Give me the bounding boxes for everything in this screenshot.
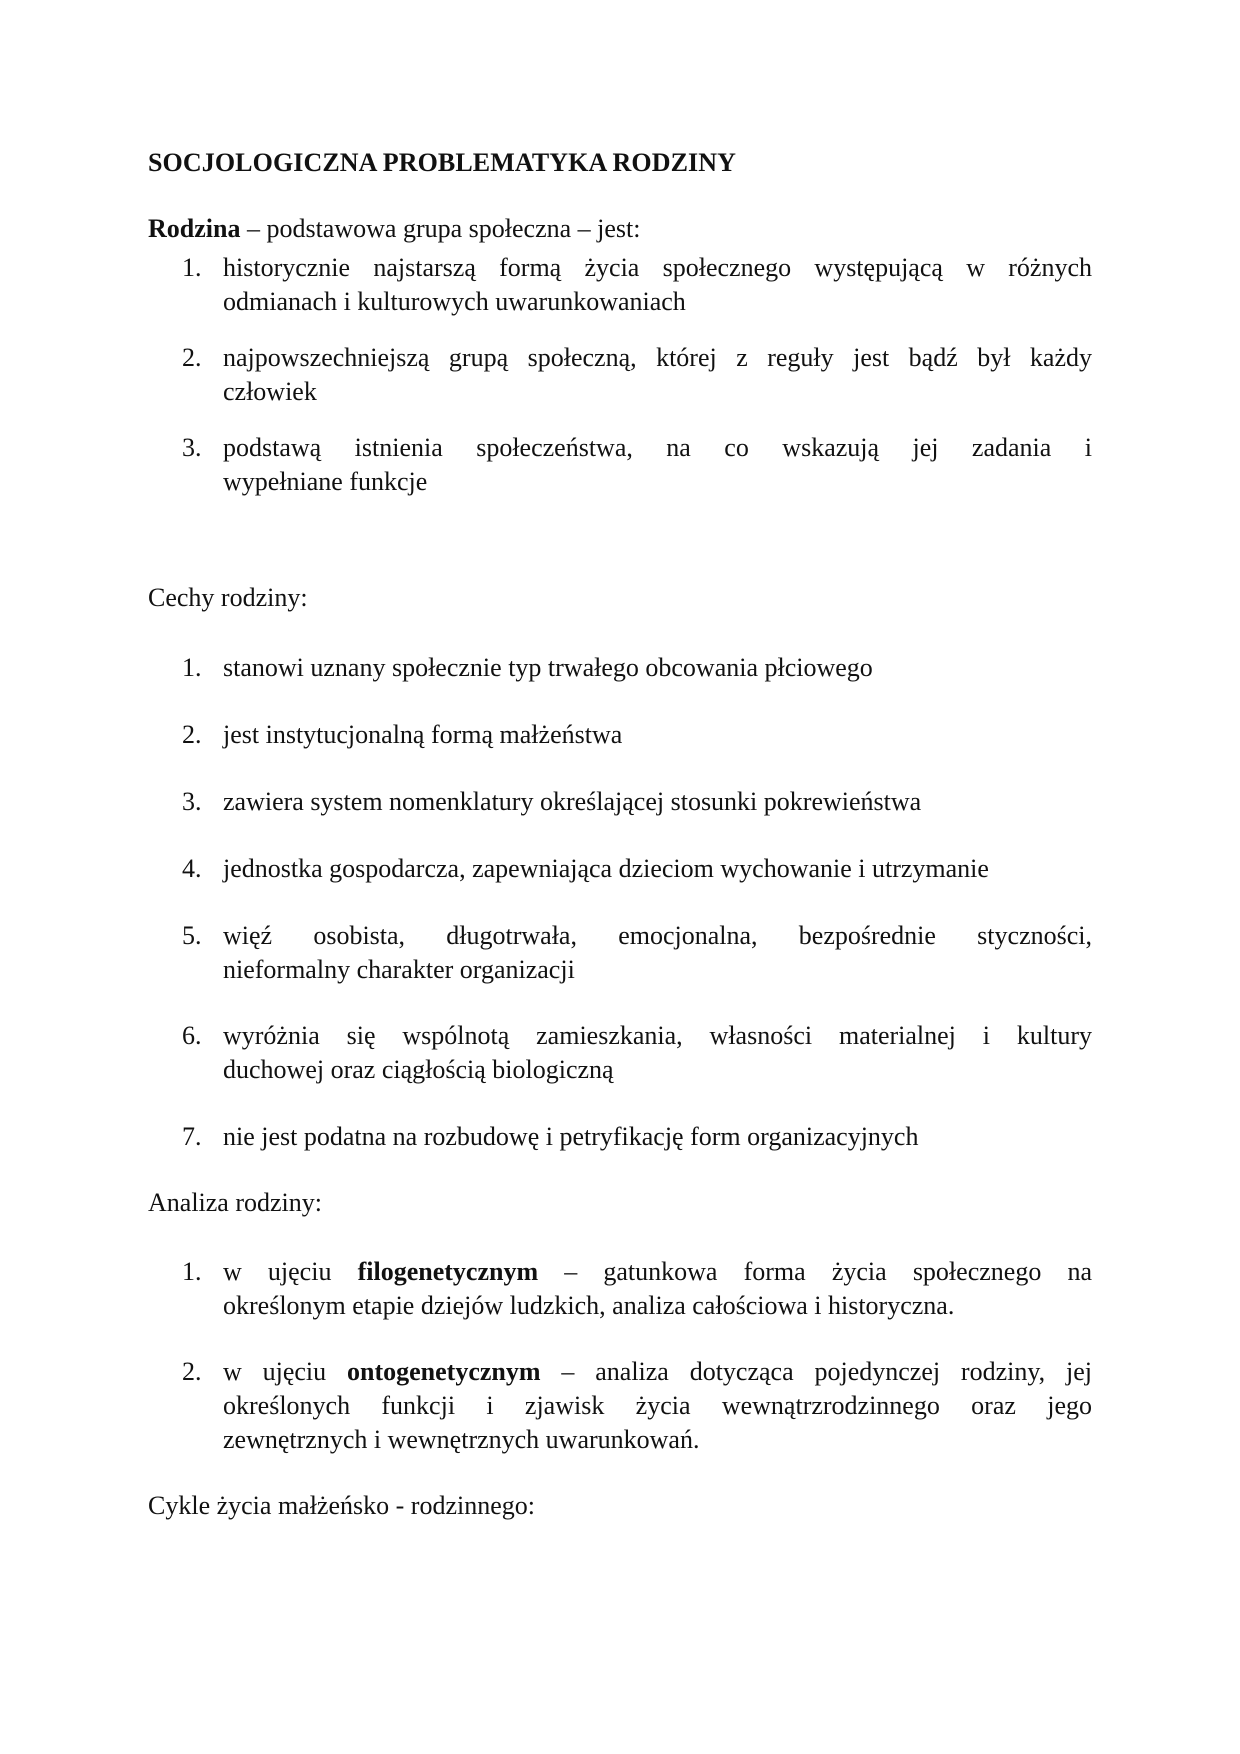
list-text-line: duchowej oraz ciągłością biologiczną <box>223 1055 614 1084</box>
list-number: 3. <box>182 787 202 816</box>
list-text-line: podstawą istnienia społeczeństwa, na co wskazują jej zadania i <box>223 433 1092 462</box>
list-text <box>223 251 1092 319</box>
list-text <box>223 1355 1092 1457</box>
list-text-line <box>223 1255 1092 1289</box>
list-text-line <box>223 1355 1092 1389</box>
list-number: 6. <box>182 1021 202 1050</box>
list-number: 3. <box>182 433 202 462</box>
analysis-term: ontogenetycznym <box>347 1357 541 1386</box>
list-text <box>223 341 1092 409</box>
list-number: 2. <box>182 1357 202 1386</box>
list-text <box>223 1019 1092 1087</box>
list-text-line: jednostka gospodarcza, zapewniająca dzieciom wychowanie i utrzymanie <box>223 854 989 883</box>
list-text-line: nieformalny charakter organizacji <box>223 955 575 984</box>
list-text-line: stanowi uznany społecznie typ trwałego obcowania płciowego <box>223 653 873 682</box>
intro-term: Rodzina <box>148 214 241 243</box>
list-text <box>223 852 1092 886</box>
page-title: SOCJOLOGICZNA PROBLEMATYKA RODZINY <box>148 148 736 177</box>
list-number: 1. <box>182 253 202 282</box>
analysis-pre: w ujęciu <box>223 1357 348 1386</box>
list-text-line: najpowszechniejszą grupą społeczną, której z reguły jest bądź był każdy <box>223 343 1092 372</box>
list-text-line: zawiera system nomenklatury określającej stosunki pokrewieństwa <box>223 787 922 816</box>
list-text <box>223 785 1092 819</box>
list-text-line: historycznie najstarszą formą życia społecznego występującą w różnych <box>223 253 1092 282</box>
list-number: 4. <box>182 854 202 883</box>
list-text <box>223 1255 1092 1323</box>
list-number: 1. <box>182 653 202 682</box>
analysis-post: – gatunkowa forma życia społecznego na <box>538 1257 1092 1286</box>
list-text <box>223 431 1092 499</box>
list-text <box>223 651 1092 685</box>
list-number: 1. <box>182 1257 202 1286</box>
list-text-line: określonych funkcji i zjawisk życia wewnątrzrodzinnego oraz jego <box>223 1391 1092 1420</box>
list-number: 2. <box>182 343 202 372</box>
list-text <box>223 1120 1092 1154</box>
section-heading-analysis: Analiza rodziny: <box>148 1188 322 1217</box>
list-text <box>223 919 1092 987</box>
list-text-line: jest instytucjonalną formą małżeństwa <box>223 720 623 749</box>
analysis-term: filogenetycznym <box>357 1257 539 1286</box>
list-text-line: więź osobista, długotrwała, emocjonalna, bezpośrednie styczności, <box>223 921 1092 950</box>
list-text-line: odmianach i kulturowych uwarunkowaniach <box>223 287 686 316</box>
intro-rest: – podstawowa grupa społeczna – <box>240 214 598 243</box>
intro-line <box>148 214 641 244</box>
list-text <box>223 718 1092 752</box>
list-number: 5. <box>182 921 202 950</box>
list-text-line: zewnętrznych i wewnętrznych uwarunkowań. <box>223 1425 700 1454</box>
analysis-post: – analiza dotycząca pojedynczej rodziny, jej <box>540 1357 1092 1386</box>
analysis-pre: w ujęciu <box>223 1257 358 1286</box>
intro-end: jest: <box>597 214 641 243</box>
list-text-line: wypełniane funkcje <box>223 467 428 496</box>
section-heading-cycles: Cykle życia małżeńsko - rodzinnego: <box>148 1491 535 1520</box>
list-number: 2. <box>182 720 202 749</box>
list-text-line: określonym etapie dziejów ludzkich, analiza całościowa i historyczna. <box>223 1291 955 1320</box>
list-text-line: człowiek <box>223 377 317 406</box>
section-heading-features: Cechy rodziny: <box>148 583 308 612</box>
list-text-line: wyróżnia się wspólnotą zamieszkania, własności materialnej i kultury <box>223 1021 1092 1050</box>
list-text-line: nie jest podatna na rozbudowę i petryfikację form organizacyjnych <box>223 1122 919 1151</box>
list-number: 7. <box>182 1122 202 1151</box>
